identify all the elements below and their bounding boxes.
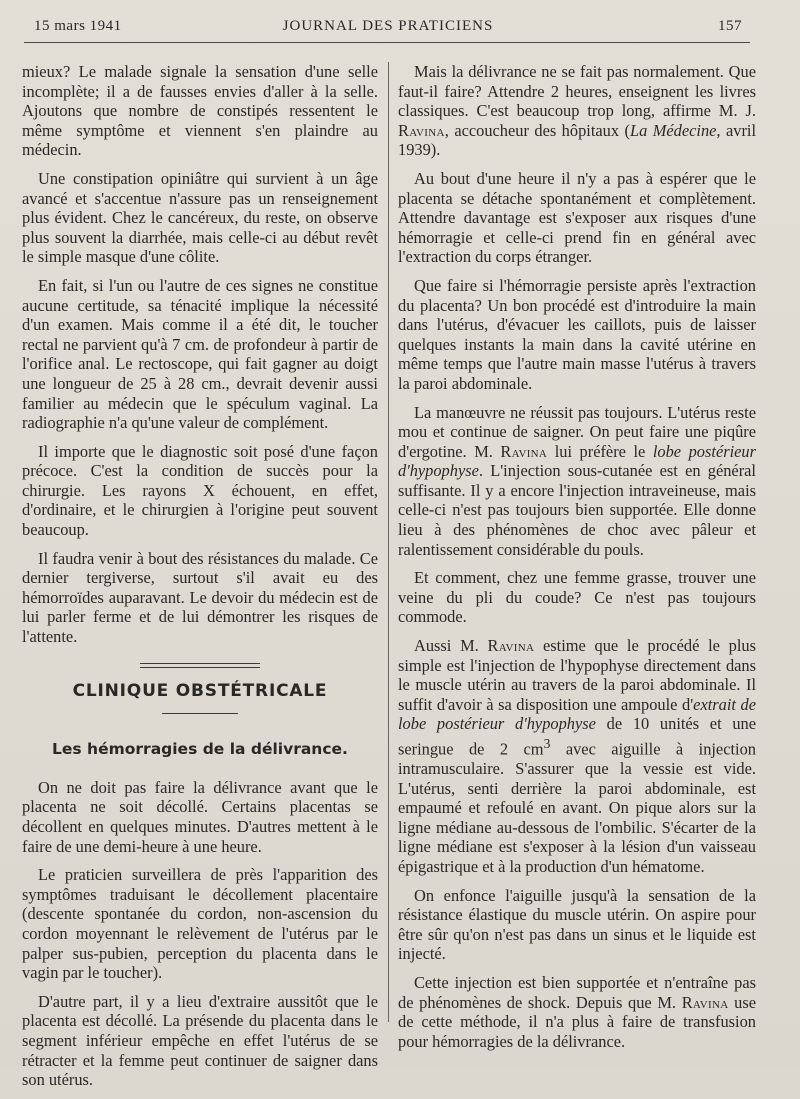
paragraph: Au bout d'une heure il n'y a pas à espérer que le placenta se détache spontanément et complètement. Attendre davantage est s'exposer aux risques d'une hémorragie et celle-ci prend fin en général avec l'extraction du corps étranger. <box>398 168 756 267</box>
author-name: Ravina <box>681 992 729 1012</box>
paragraph: On enfonce l'aiguille jusqu'à la sensation de la résistance élastique du muscle utérin. On aspire pour être sûr qu'on n'est pas dans un sinus et le liquide est injecté. <box>398 885 756 964</box>
paragraph: D'autre part, il y a lieu d'extraire aussitôt que le placenta est décollé. La présende du placenta dans le segment inférieur empêche en effet l'utérus de se rétracter et la femme peut continuer de saigner dans son utérus. <box>22 991 378 1090</box>
header-rule <box>24 42 750 43</box>
paragraph: Une constipation opiniâtre qui survient à un âge avancé et s'accentue n'assure pas un renseignement plus évident. Chez le cancéreux, du reste, on observe plus souvent la diarrhée, mais celle-ci au début revêt le simple masque d'une côlite. <box>22 168 378 267</box>
author-name: Ravina <box>500 441 548 461</box>
left-column <box>22 62 378 1099</box>
author-name: Ravina <box>398 120 445 140</box>
paragraph: Et comment, chez une femme grasse, trouver une veine du pli du coude? Ce n'est pas toujours commode. <box>398 568 756 627</box>
paragraph: mieux? Le malade signale la sensation d'une selle incomplète; il a de fausses envies d'aller à la selle. Ajoutons que nombre de constipés ressentent le même symptôme et viennent s'en plaindre au médecin. <box>22 62 378 160</box>
paragraph: Mais la délivrance ne se fait pas normalement. Que faut-il faire? Attendre 2 heures, enseignent les livres classiques. C'est beaucoup trop long, affirme M. J. Ravina, accoucheur des hôpitaux (La Médecine, avril 1939). <box>398 62 757 160</box>
paragraph: Le praticien surveillera de près l'apparition des symptômes traduisant le décollement placentaire (descente spontanée du cordon, non-ascension du cordon moyennant le relèvement de l'utérus par le palper sus-pubien, perception du placenta dans le vagin par le toucher). <box>22 865 378 983</box>
paragraph: En fait, si l'un ou l'autre de ces signes ne constitue aucune certitude, sa ténacité implique la nécessité d'un examen. Mais comme il a été dit, le toucher rectal ne parvient qu'à 7 cm. de profondeur à partir de l'orifice anal. Le rectoscope, qui fait gagner au doigt une longueur de 25 à 28 cm., devrait devenir aussi familier au médecin que le spéculum vaginal. La radiographie n'a qu'une valeur de complément. <box>22 275 378 433</box>
section-rule <box>162 713 238 714</box>
header-journal-title: JOURNAL DES PRATICIENS <box>282 18 494 34</box>
paragraph: Aussi M. Ravina estime que le procédé le plus simple est l'injection de l'hypophyse directement dans le muscle utérin au travers de la paroi abdominale. Il suffit d'avoir à sa disposition une ampoule d'extrait de lobe postérieur d'hypophyse de 10 unités et une seringue de 2 $cm^3$ avec aiguille à injection intramusculaire. S'assurer que la vessie est vide. L'utérus, senti derrière la paroi abdominale, est empaumé et refoulé en avant. On pique alors sur la ligne médiane au-dessous de l'ombilic. S'écarter de la ligne médiane est s'exposer à la lésion d'un vaisseau épigastrique et à la production d'un hématome. <box>398 636 756 877</box>
paragraph: On ne doit pas faire la délivrance avant que le placenta ne soit décollé. Certains placentas se décollent en quelques minutes. D'autres mettent à le faire de une demi-heure à une heure. <box>22 777 378 856</box>
paragraph: Cette injection est bien supportée et n'entraîne pas de phénomènes de shock. Depuis que M. Ravina use de cette méthode, il n'a plus à faire de transfusion pour hémorragies de la délivrance. <box>398 973 756 1051</box>
article-title: Les hémorragies de la délivrance. <box>52 740 348 759</box>
header-date: 15 mars 1941 <box>34 18 122 34</box>
paragraph: Il importe que le diagnostic soit posé d'une façon précoce. C'est la condition de succès pour la chirurgie. Les rayons X échouent, en effet, d'ordinaire, et le chirurgien à l'origine peut souvent beaucoup. <box>22 441 378 540</box>
column-divider <box>388 62 389 1022</box>
paragraph: Que faire si l'hémorragie persiste après l'extraction du placenta? Un bon procédé est d'introduire la main dans l'utérus, d'évacuer les caillots, puis de laisser quelques instants la main dans la cavité utérine en même temps que l'autre main masse l'utérus à travers la paroi abdominale. <box>398 275 756 393</box>
right-column <box>398 62 756 1060</box>
section-double-rule <box>140 663 260 668</box>
author-name: Ravina <box>487 636 535 656</box>
page-header <box>34 18 742 40</box>
journal-reference: La Médecine <box>629 120 717 140</box>
paragraph: La manœuvre ne réussit pas toujours. L'utérus reste mou et continue de saigner. On peut faire une piqûre d'ergotine. M. Ravina lui préfère le lobe postérieur d'hypophyse. L'injection sous-cutanée est en général suffisante. Il y a encore l'injection intraveineuse, mais celle-ci n'est pas toujours bien supportée. Elle donne lieu à des phénomènes de choc avec pâleur et ralentissement considérable du pouls. <box>398 402 756 559</box>
paragraph: Il faudra venir à bout des résistances du malade. Ce dernier tergiverse, surtout s'il avait eu des hémorroïdes auparavant. Le devoir du médecin est de lui parler ferme et de lui démontrer les risques de l'attente. <box>22 548 378 647</box>
header-page-number: 157 <box>718 18 742 34</box>
section-title: CLINIQUE OBSTÉTRICALE <box>72 680 328 701</box>
